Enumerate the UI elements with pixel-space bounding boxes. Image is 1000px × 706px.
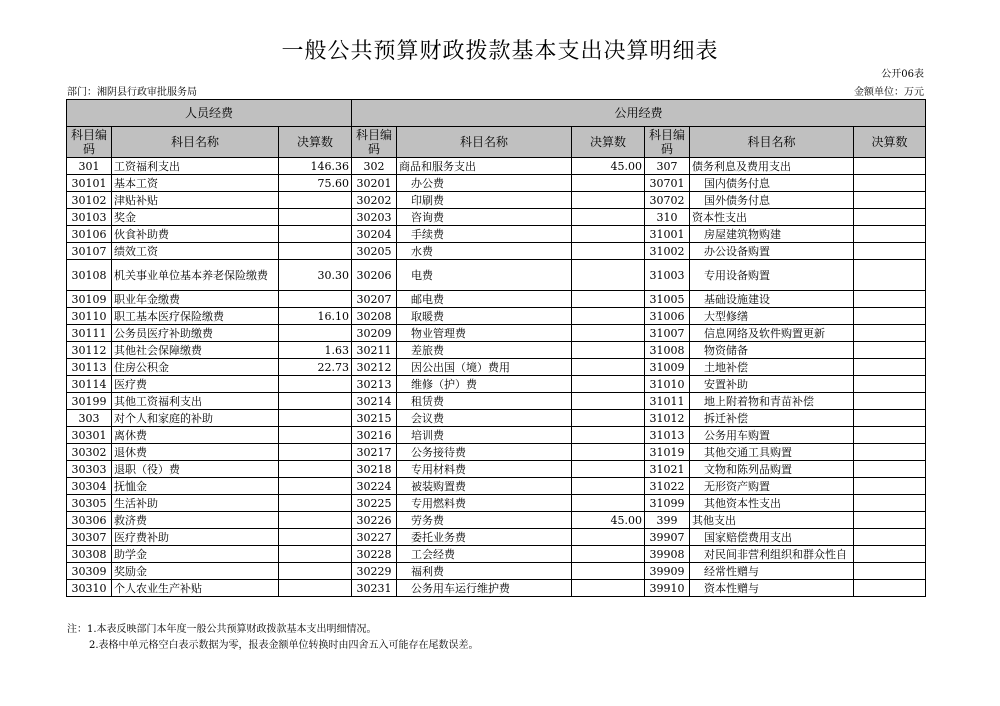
code-cell: 310 (645, 209, 690, 226)
name-cell: 电费 (397, 260, 572, 291)
code-cell: 30211 (352, 342, 397, 359)
amount-cell (854, 359, 926, 376)
name-cell: 津贴补贴 (112, 192, 279, 209)
amount-cell (279, 580, 352, 597)
code-cell: 30114 (67, 376, 112, 393)
amount-cell (854, 461, 926, 478)
table-row (67, 461, 926, 478)
amount-cell: 45.00 (572, 512, 645, 529)
amount-cell (279, 546, 352, 563)
code-cell: 31019 (645, 444, 690, 461)
header-amount: 决算数 (279, 127, 352, 158)
name-cell: 差旅费 (397, 342, 572, 359)
name-cell: 专用设备购置 (690, 260, 854, 291)
code-cell: 31006 (645, 308, 690, 325)
amount-cell (854, 192, 926, 209)
name-cell: 机关事业单位基本养老保险缴费 (112, 260, 279, 291)
name-cell: 办公设备购置 (690, 243, 854, 260)
amount-cell (854, 243, 926, 260)
name-cell: 其他交通工具购置 (690, 444, 854, 461)
name-cell: 房屋建筑物购建 (690, 226, 854, 243)
code-cell: 30112 (67, 342, 112, 359)
code-cell: 30207 (352, 291, 397, 308)
amount-cell (572, 444, 645, 461)
amount-cell (279, 512, 352, 529)
code-cell: 39910 (645, 580, 690, 597)
name-cell: 国家赔偿费用支出 (690, 529, 854, 546)
amount-cell: 75.60 (279, 175, 352, 192)
code-cell: 30229 (352, 563, 397, 580)
name-cell: 取暖费 (397, 308, 572, 325)
amount-cell (279, 461, 352, 478)
code-cell: 307 (645, 158, 690, 175)
amount-cell (854, 512, 926, 529)
amount-cell (572, 226, 645, 243)
amount-cell (279, 563, 352, 580)
code-cell: 30218 (352, 461, 397, 478)
name-cell: 其他支出 (690, 512, 854, 529)
code-cell: 30209 (352, 325, 397, 342)
code-cell: 399 (645, 512, 690, 529)
code-cell: 39907 (645, 529, 690, 546)
amount-cell (854, 291, 926, 308)
amount-cell (279, 393, 352, 410)
name-cell: 拆迁补偿 (690, 410, 854, 427)
table-row (67, 512, 926, 529)
code-cell: 31012 (645, 410, 690, 427)
section-public: 公用经费 (352, 100, 926, 127)
code-cell: 30301 (67, 427, 112, 444)
amount-cell (572, 495, 645, 512)
table-body (67, 158, 926, 597)
table-row (67, 529, 926, 546)
code-cell: 30305 (67, 495, 112, 512)
code-cell: 31003 (645, 260, 690, 291)
amount-cell (854, 529, 926, 546)
amount-cell (279, 243, 352, 260)
code-cell: 30205 (352, 243, 397, 260)
name-cell: 被装购置费 (397, 478, 572, 495)
code-cell: 30102 (67, 192, 112, 209)
header-name: 科目名称 (690, 127, 854, 158)
code-cell: 30107 (67, 243, 112, 260)
table-row (67, 376, 926, 393)
name-cell: 劳务费 (397, 512, 572, 529)
code-cell: 30215 (352, 410, 397, 427)
table-row (67, 192, 926, 209)
name-cell: 生活补助 (112, 495, 279, 512)
name-cell: 租赁费 (397, 393, 572, 410)
header-code: 科目编码 (67, 127, 112, 158)
section-personnel: 人员经费 (67, 100, 352, 127)
name-cell: 办公费 (397, 175, 572, 192)
amount-cell (572, 546, 645, 563)
name-cell: 住房公积金 (112, 359, 279, 376)
name-cell: 无形资产购置 (690, 478, 854, 495)
amount-cell (854, 546, 926, 563)
amount-cell (854, 563, 926, 580)
name-cell: 其他社会保障缴费 (112, 342, 279, 359)
code-cell: 30110 (67, 308, 112, 325)
amount-cell (279, 192, 352, 209)
code-cell: 31008 (645, 342, 690, 359)
expenditure-table (66, 99, 926, 597)
table-row (67, 495, 926, 512)
name-cell: 大型修缮 (690, 308, 854, 325)
amount-cell (854, 478, 926, 495)
name-cell: 委托业务费 (397, 529, 572, 546)
amount-cell (572, 376, 645, 393)
name-cell: 基本工资 (112, 175, 279, 192)
report-title: 一般公共预算财政拨款基本支出决算明细表 (281, 39, 719, 64)
name-cell: 资本性赠与 (690, 580, 854, 597)
name-cell: 退职（役）费 (112, 461, 279, 478)
amount-cell (279, 291, 352, 308)
header-code: 科目编码 (352, 127, 397, 158)
notes (67, 622, 479, 654)
name-cell: 福利费 (397, 563, 572, 580)
table-row (67, 158, 926, 175)
table-row (67, 291, 926, 308)
name-cell: 个人农业生产补贴 (112, 580, 279, 597)
table-row (67, 226, 926, 243)
code-cell: 30201 (352, 175, 397, 192)
amount-cell (572, 410, 645, 427)
code-cell: 30103 (67, 209, 112, 226)
name-cell: 会议费 (397, 410, 572, 427)
amount-cell (279, 444, 352, 461)
name-cell: 土地补偿 (690, 359, 854, 376)
code-cell: 303 (67, 410, 112, 427)
amount-cell (572, 461, 645, 478)
code-cell: 30307 (67, 529, 112, 546)
code-cell: 30109 (67, 291, 112, 308)
code-cell: 30304 (67, 478, 112, 495)
table-row (67, 359, 926, 376)
name-cell: 邮电费 (397, 291, 572, 308)
amount-cell (572, 243, 645, 260)
name-cell: 医疗费补助 (112, 529, 279, 546)
name-cell: 因公出国（境）费用 (397, 359, 572, 376)
code-cell: 30224 (352, 478, 397, 495)
name-cell: 抚恤金 (112, 478, 279, 495)
name-cell: 离休费 (112, 427, 279, 444)
amount-cell (572, 175, 645, 192)
amount-cell (854, 495, 926, 512)
code-cell: 30212 (352, 359, 397, 376)
name-cell: 其他工资福利支出 (112, 393, 279, 410)
code-cell: 30227 (352, 529, 397, 546)
amount-cell (279, 226, 352, 243)
amount-cell (854, 410, 926, 427)
amount-cell (279, 410, 352, 427)
amount-cell (572, 580, 645, 597)
department-label: 部门：湘阴县行政审批服务局 (67, 87, 197, 98)
code-cell: 30106 (67, 226, 112, 243)
code-cell: 31022 (645, 478, 690, 495)
form-number: 公开06表 (881, 69, 924, 80)
header-amount: 决算数 (572, 127, 645, 158)
table-row (67, 243, 926, 260)
amount-cell: 22.73 (279, 359, 352, 376)
code-cell: 30204 (352, 226, 397, 243)
table-row (67, 260, 926, 291)
code-cell: 30208 (352, 308, 397, 325)
code-cell: 30228 (352, 546, 397, 563)
amount-cell (572, 209, 645, 226)
name-cell: 物资储备 (690, 342, 854, 359)
name-cell: 专用燃料费 (397, 495, 572, 512)
amount-cell (279, 427, 352, 444)
code-cell: 31005 (645, 291, 690, 308)
amount-cell (572, 342, 645, 359)
amount-cell (572, 308, 645, 325)
table-row (67, 342, 926, 359)
code-cell: 30206 (352, 260, 397, 291)
amount-cell (572, 563, 645, 580)
amount-cell (854, 342, 926, 359)
code-cell: 31011 (645, 393, 690, 410)
note-1: 注：1.本表反映部门本年度一般公共预算财政拨款基本支出明细情况。 (67, 624, 377, 635)
header-name: 科目名称 (397, 127, 572, 158)
amount-unit-label: 金额单位：万元 (854, 87, 924, 98)
name-cell: 地上附着物和青苗补偿 (690, 393, 854, 410)
code-cell: 30203 (352, 209, 397, 226)
code-cell: 31099 (645, 495, 690, 512)
header-name: 科目名称 (112, 127, 279, 158)
name-cell: 国内债务付息 (690, 175, 854, 192)
table-row (67, 546, 926, 563)
name-cell: 工资福利支出 (112, 158, 279, 175)
amount-cell: 1.63 (279, 342, 352, 359)
name-cell: 物业管理费 (397, 325, 572, 342)
code-cell: 301 (67, 158, 112, 175)
header-code: 科目编码 (645, 127, 690, 158)
amount-cell (572, 325, 645, 342)
amount-cell (279, 478, 352, 495)
table-row (67, 308, 926, 325)
code-cell: 39908 (645, 546, 690, 563)
name-cell: 奖金 (112, 209, 279, 226)
name-cell: 维修（护）费 (397, 376, 572, 393)
amount-cell (572, 478, 645, 495)
amount-cell: 45.00 (572, 158, 645, 175)
code-cell: 39909 (645, 563, 690, 580)
code-cell: 30111 (67, 325, 112, 342)
name-cell: 绩效工资 (112, 243, 279, 260)
code-cell: 30303 (67, 461, 112, 478)
code-cell: 31007 (645, 325, 690, 342)
code-cell: 30701 (645, 175, 690, 192)
amount-cell (854, 175, 926, 192)
code-cell: 31002 (645, 243, 690, 260)
code-cell: 30309 (67, 563, 112, 580)
name-cell: 退休费 (112, 444, 279, 461)
code-cell: 30302 (67, 444, 112, 461)
amount-cell (572, 192, 645, 209)
name-cell: 工会经费 (397, 546, 572, 563)
code-cell: 30217 (352, 444, 397, 461)
name-cell: 信息网络及软件购置更新 (690, 325, 854, 342)
name-cell: 安置补助 (690, 376, 854, 393)
code-cell: 31013 (645, 427, 690, 444)
name-cell: 助学金 (112, 546, 279, 563)
code-cell: 30226 (352, 512, 397, 529)
amount-cell (854, 427, 926, 444)
code-cell: 30101 (67, 175, 112, 192)
amount-cell (572, 260, 645, 291)
name-cell: 对民间非营利组织和群众性自 (690, 546, 854, 563)
code-cell: 30216 (352, 427, 397, 444)
name-cell: 水费 (397, 243, 572, 260)
note-2: 2.表格中单元格空白表示数据为零，报表金额单位转换时由四舍五入可能存在尾数误差。 (89, 640, 479, 651)
amount-cell (572, 393, 645, 410)
name-cell: 公务用车购置 (690, 427, 854, 444)
code-cell: 30225 (352, 495, 397, 512)
table-row (67, 410, 926, 427)
amount-cell (572, 291, 645, 308)
code-cell: 302 (352, 158, 397, 175)
name-cell: 手续费 (397, 226, 572, 243)
name-cell: 伙食补助费 (112, 226, 279, 243)
name-cell: 经常性赠与 (690, 563, 854, 580)
amount-cell (854, 209, 926, 226)
amount-cell (854, 393, 926, 410)
code-cell: 30108 (67, 260, 112, 291)
name-cell: 医疗费 (112, 376, 279, 393)
amount-cell (854, 580, 926, 597)
name-cell: 文物和陈列品购置 (690, 461, 854, 478)
code-cell: 30308 (67, 546, 112, 563)
name-cell: 国外债务付息 (690, 192, 854, 209)
name-cell: 公务用车运行维护费 (397, 580, 572, 597)
name-cell: 资本性支出 (690, 209, 854, 226)
code-cell: 31021 (645, 461, 690, 478)
code-cell: 30310 (67, 580, 112, 597)
amount-cell (279, 495, 352, 512)
table-row (67, 209, 926, 226)
amount-cell (854, 325, 926, 342)
amount-cell (854, 158, 926, 175)
code-cell: 30202 (352, 192, 397, 209)
amount-cell (279, 529, 352, 546)
amount-cell (854, 376, 926, 393)
name-cell: 培训费 (397, 427, 572, 444)
name-cell: 其他资本性支出 (690, 495, 854, 512)
table-row (67, 175, 926, 192)
table-row (67, 444, 926, 461)
name-cell: 奖励金 (112, 563, 279, 580)
amount-cell: 30.30 (279, 260, 352, 291)
name-cell: 公务接待费 (397, 444, 572, 461)
table-row (67, 580, 926, 597)
code-cell: 31001 (645, 226, 690, 243)
name-cell: 印刷费 (397, 192, 572, 209)
code-cell: 31009 (645, 359, 690, 376)
amount-cell (572, 427, 645, 444)
name-cell: 商品和服务支出 (397, 158, 572, 175)
name-cell: 职业年金缴费 (112, 291, 279, 308)
table-row (67, 427, 926, 444)
code-cell: 30306 (67, 512, 112, 529)
amount-cell (279, 376, 352, 393)
amount-cell (279, 209, 352, 226)
name-cell: 债务利息及费用支出 (690, 158, 854, 175)
code-cell: 30113 (67, 359, 112, 376)
table-row (67, 478, 926, 495)
name-cell: 对个人和家庭的补助 (112, 410, 279, 427)
code-cell: 31010 (645, 376, 690, 393)
header-amount: 决算数 (854, 127, 926, 158)
amount-cell (854, 444, 926, 461)
table-row (67, 325, 926, 342)
amount-cell (854, 260, 926, 291)
amount-cell: 146.36 (279, 158, 352, 175)
name-cell: 职工基本医疗保险缴费 (112, 308, 279, 325)
amount-cell (572, 359, 645, 376)
code-cell: 30231 (352, 580, 397, 597)
amount-cell (854, 308, 926, 325)
code-cell: 30213 (352, 376, 397, 393)
name-cell: 咨询费 (397, 209, 572, 226)
table-row (67, 393, 926, 410)
amount-cell (572, 529, 645, 546)
table-row (67, 563, 926, 580)
amount-cell: 16.10 (279, 308, 352, 325)
amount-cell (854, 226, 926, 243)
name-cell: 救济费 (112, 512, 279, 529)
code-cell: 30702 (645, 192, 690, 209)
amount-cell (279, 325, 352, 342)
name-cell: 专用材料费 (397, 461, 572, 478)
name-cell: 基础设施建设 (690, 291, 854, 308)
code-cell: 30214 (352, 393, 397, 410)
code-cell: 30199 (67, 393, 112, 410)
name-cell: 公务员医疗补助缴费 (112, 325, 279, 342)
